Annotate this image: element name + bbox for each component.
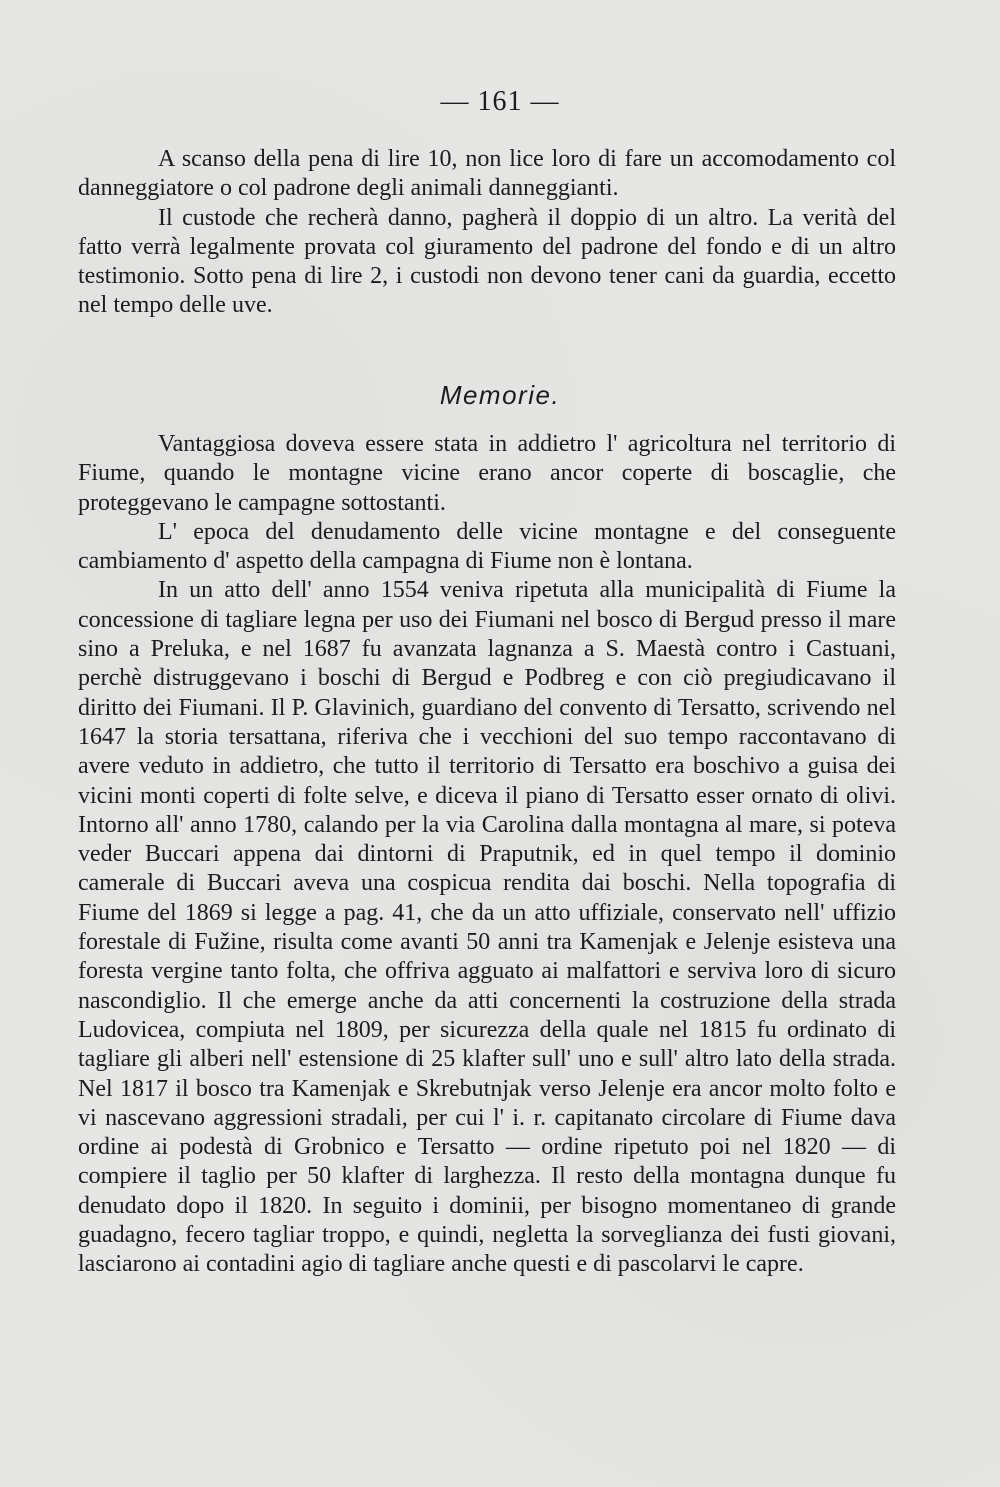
paragraph: A scanso della pena di lire 10, non lice loro di fare un accomodamento col danneggiatore o col padrone degli animali danneggianti. <box>78 146 896 202</box>
section-heading: Memorie. <box>439 380 561 410</box>
section-text-block <box>78 430 896 1280</box>
paragraph: L' epoca del denudamento delle vicine montagne e del conseguente cambiamento d' aspetto della campagna di Fiume non è lontana. <box>78 518 896 575</box>
paragraph: Vantaggiosa doveva essere stata in addietro l' agricoltura nel territorio di Fiume, quando le montagne vicine erano ancor coperte di boscaglie, che proteggevano le campagne sottostanti. <box>78 431 896 516</box>
paragraph: Il custode che recherà danno, pagherà il doppio di un altro. La verità del fatto verrà legalmente provata col giuramento del padrone del fondo e di un altro testimonio. Sotto pena di lire 2, i custodi non devono tener cani da guardia, eccetto nel tempo delle uve. <box>78 204 896 319</box>
paragraph: In un atto dell' anno 1554 veniva ripetuta alla municipalità di Fiume la concessione di tagliare legna per uso dei Fiumani nel bosco di Bergud presso il mare sino a Preluka, e nel 1687 fu avanzata lagnanza a S. Maestà contro i Castuani, perchè distruggevano i boschi di Bergud e Podbreg e con ciò pregiudicavano il diritto dei Fiumani. Il P. Glavinich, guardiano del convento di Tersatto, scrivendo nel 1647 la storia tersattana, riferiva che i vecchioni del suo tempo raccontavano di avere veduto in addietro, che tutto il territorio di Tersatto era boschivo a guisa dei vicini monti coperti di folte selve, e diceva il piano di Tersatto esser ornato di olivi. Intorno all' anno 1780, calando per la via Carolina dalla montagna al mare, si poteva veder Buccari appena dai dintorni di Praputnik, ed in quel tempo il dominio camerale di Buccari aveva una cospicua rendita dai boschi. Nella topografia di Fiume del 1869 si legge a pag. 41, che da un atto uffiziale, conservato nell' uffizio forestale di Fužine, risulta come avanti 50 anni tra Kamenjak e Jelenje esisteva una foresta vergine tanto folta, che offriva agguato ai malfattori e serviva loro di sicuro nascondiglio. Il che emerge anche da atti concernenti la costruzione della strada Ludovicea, compiuta nel 1809, per sicurezza della quale nel 1815 fu ordinato di tagliare gli alberi nell' estensione di 25 klafter sull' uno e sull' altro lato della strada. Nel 1817 il bosco tra Kamenjak e Skrebutnjak verso Jelenje era ancor molto folto e vi nascevano aggressioni stradali, per cui l' i. r. capitanato circolare di Fiume dava ordine ai podestà di Grobnico e Tersatto — ordine ripetuto poi nel 1820 — di compiere il taglio per 50 klafter di larghezza. Il resto della montagna dunque fu denudato dopo il 1820. In seguito i dominii, per bisogno momentaneo di grande guadagno, fecero tagliar troppo, e quindi, negletta la sorveglianza dei fusti giovani, lasciarono ai contadini agio di tagliare anche questi e di pascolarvi le capre. <box>78 577 896 1278</box>
top-text-block <box>78 145 896 321</box>
page-number: — 161 — <box>440 86 560 117</box>
